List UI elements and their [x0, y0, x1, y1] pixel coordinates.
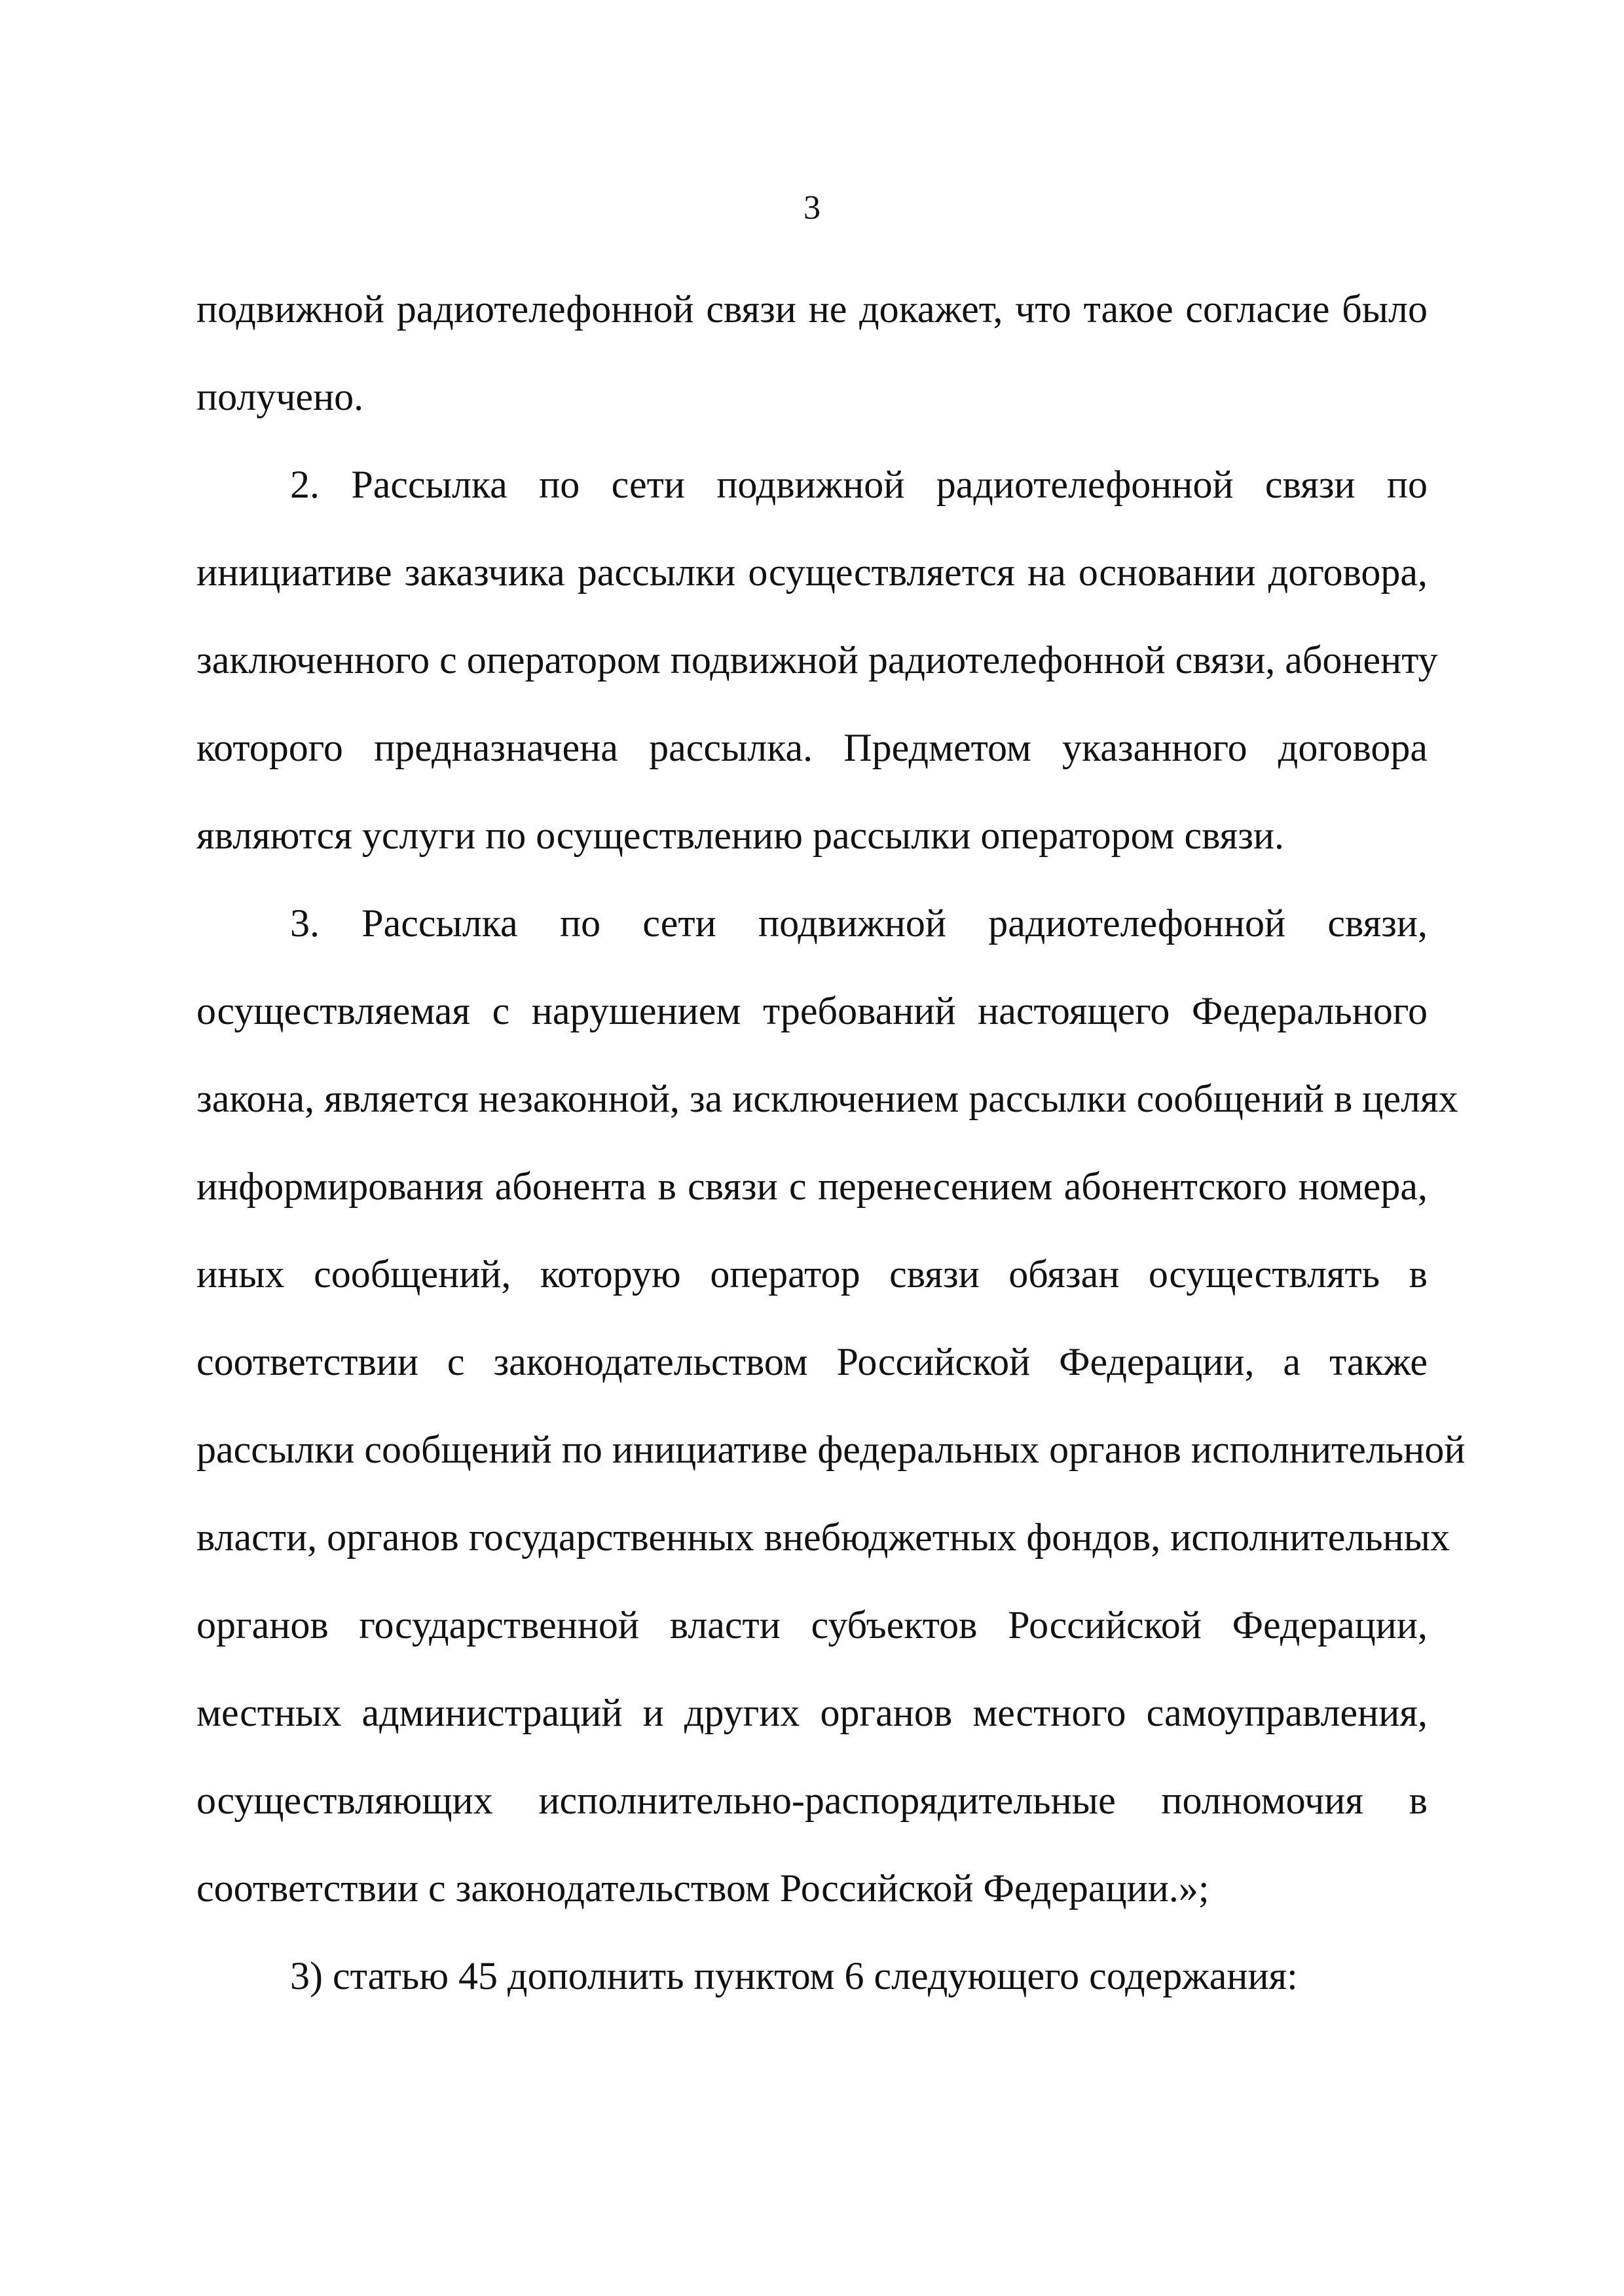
- text-line: подвижной радиотелефонной связи не докажет, что такое согласие было: [196, 287, 1428, 331]
- text-line: осуществляемая с нарушением требований настоящего Федерального: [196, 989, 1428, 1032]
- text-line: являются услуги по осуществлению рассылки оператором связи.: [196, 814, 1285, 857]
- text-line: местных администраций и других органов местного самоуправления,: [196, 1691, 1428, 1734]
- paragraph-2-first-line: 2. Рассылка по сети подвижной радиотелефонной связи по: [290, 463, 1428, 506]
- text-line: осуществляющих исполнительно-распорядительные полномочия в: [196, 1779, 1428, 1822]
- paragraph-3-first-line: 3. Рассылка по сети подвижной радиотелефонной связи,: [290, 902, 1428, 945]
- text-line: инициативе заказчика рассылки осуществляется на основании договора,: [196, 551, 1428, 594]
- text-line: получено.: [196, 375, 364, 418]
- text-line: власти, органов государственных внебюджетных фондов, исполнительных: [196, 1516, 1450, 1559]
- page-number: 3: [803, 189, 821, 227]
- text-line: закона, является незаконной, за исключением рассылки сообщений в целях: [196, 1077, 1458, 1120]
- text-line: органов государственной власти субъектов Российской Федерации,: [196, 1603, 1428, 1647]
- document-body: [196, 265, 1466, 2020]
- text-line: информирования абонента в связи с перенесением абонентского номера,: [196, 1165, 1428, 1208]
- text-line: рассылки сообщений по инициативе федеральных органов исполнительной: [196, 1428, 1466, 1471]
- text-line: соответствии с законодательством Российской Федерации.»;: [196, 1867, 1209, 1910]
- text-line: заключенного с оператором подвижной радиотелефонной связи, абоненту: [196, 638, 1438, 682]
- text-line: иных сообщений, которую оператор связи обязан осуществлять в: [196, 1252, 1428, 1296]
- text-line: которого предназначена рассылка. Предметом указанного договора: [196, 726, 1428, 769]
- text-line: соответствии с законодательством Российской Федерации, а также: [196, 1340, 1428, 1383]
- item-3-line: 3) статью 45 дополнить пунктом 6 следующего содержания:: [290, 1954, 1298, 1997]
